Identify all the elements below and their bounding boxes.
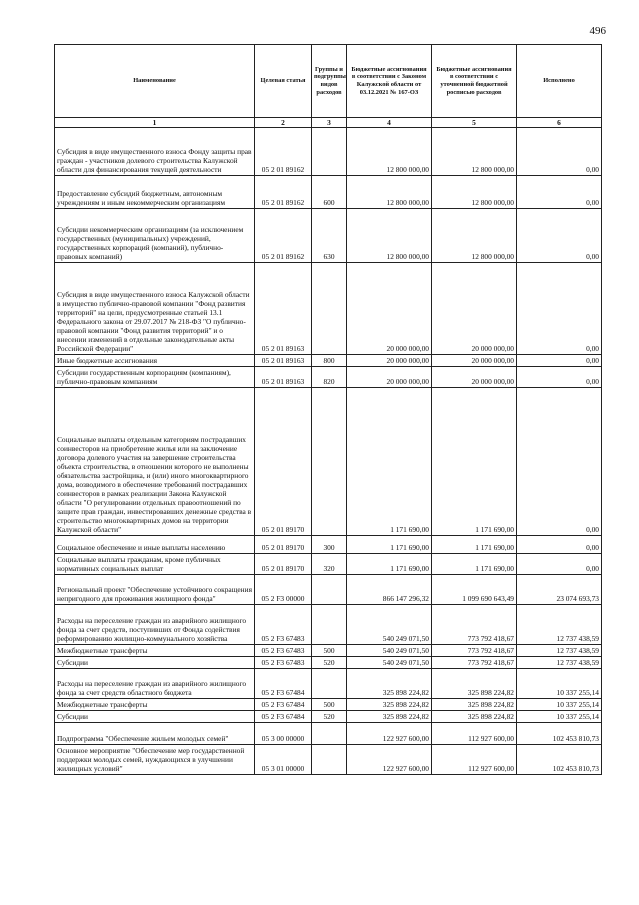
row-law-amount: 20 000 000,00	[347, 367, 432, 388]
table-row	[55, 745, 602, 775]
row-expense-group: 630	[312, 209, 347, 263]
row-name: Региональный проект "Обеспечение устойчивого сокращения непригодного для проживания жилищного фонда"	[55, 575, 255, 605]
row-law-amount: 20 000 000,00	[347, 355, 432, 367]
row-executed-amount: 102 453 810,73	[517, 723, 602, 745]
table-row	[55, 605, 602, 645]
row-law-amount: 866 147 296,32	[347, 575, 432, 605]
table-row	[55, 388, 602, 536]
row-executed-amount: 23 074 693,73	[517, 575, 602, 605]
row-law-amount: 122 927 600,00	[347, 745, 432, 775]
col-number: 5	[432, 118, 517, 128]
row-executed-amount: 12 737 438,59	[517, 645, 602, 657]
row-name: Субсидия в виде имущественного взноса Калужской области в имущество публично-правовой компании "Фонд развития территорий" на цели, предусмотренные статьей 13.1 Федерального закона от 29.07.2017 № 218-ФЗ "О публично-правовой компании "Фонд развития территорий" и о внесении изменений в отдельные законодательные акты Российской Федерации"	[55, 263, 255, 355]
table-row	[55, 536, 602, 554]
row-target-code: 05 3 00 00000	[255, 723, 312, 745]
row-target-code: 05 2 F3 00000	[255, 575, 312, 605]
table-row	[55, 128, 602, 176]
row-executed-amount: 12 737 438,59	[517, 605, 602, 645]
row-law-amount: 1 171 690,00	[347, 536, 432, 554]
row-name: Субсидии государственным корпорациям (компаниям), публично-правовым компаниям	[55, 367, 255, 388]
row-target-code: 05 2 F3 67483	[255, 657, 312, 669]
row-target-code: 05 2 01 89170	[255, 388, 312, 536]
row-executed-amount: 0,00	[517, 554, 602, 575]
row-target-code: 05 2 01 89170	[255, 554, 312, 575]
row-executed-amount: 10 337 255,14	[517, 669, 602, 699]
row-plan-amount: 20 000 000,00	[432, 367, 517, 388]
col-header-law-allocations: Бюджетные ассигнования в соответствии с Законом Калужской области от 03.12.2021 № 167-ОЗ	[347, 45, 432, 118]
row-target-code: 05 2 01 89162	[255, 128, 312, 176]
row-target-code: 05 2 01 89162	[255, 209, 312, 263]
table-row	[55, 209, 602, 263]
row-name: Основное мероприятие "Обеспечение мер государственной поддержки молодых семей, нуждающихся в улучшении жилищных условий"	[55, 745, 255, 775]
table-row	[55, 711, 602, 723]
row-executed-amount: 0,00	[517, 209, 602, 263]
row-expense-group: 300	[312, 536, 347, 554]
table-row	[55, 699, 602, 711]
column-number-row	[55, 118, 602, 128]
row-plan-amount: 112 927 600,00	[432, 745, 517, 775]
row-executed-amount: 0,00	[517, 176, 602, 209]
row-name: Иные бюджетные ассигнования	[55, 355, 255, 367]
table-row	[55, 355, 602, 367]
col-number: 3	[312, 118, 347, 128]
row-law-amount: 540 249 071,50	[347, 657, 432, 669]
col-header-revised-allocations: Бюджетные ассигнования в соответствии с уточненной бюджетной росписью расходов	[432, 45, 517, 118]
row-executed-amount: 0,00	[517, 367, 602, 388]
row-target-code: 05 2 F3 67483	[255, 645, 312, 657]
row-law-amount: 1 171 690,00	[347, 388, 432, 536]
table-row	[55, 263, 602, 355]
row-name: Предоставление субсидий бюджетным, автономным учреждениям и иным некоммерческим организациям	[55, 176, 255, 209]
row-plan-amount: 1 171 690,00	[432, 554, 517, 575]
row-executed-amount: 0,00	[517, 536, 602, 554]
col-header-expense-groups: Группы и подгруппы видов расходов	[312, 45, 347, 118]
row-expense-group: 320	[312, 554, 347, 575]
row-name: Социальные выплаты гражданам, кроме публичных нормативных социальных выплат	[55, 554, 255, 575]
row-expense-group: 600	[312, 176, 347, 209]
row-executed-amount: 12 737 438,59	[517, 657, 602, 669]
row-expense-group	[312, 723, 347, 745]
row-law-amount: 325 898 224,82	[347, 711, 432, 723]
row-law-amount: 540 249 071,50	[347, 645, 432, 657]
row-name: Межбюджетные трансферты	[55, 699, 255, 711]
row-name: Расходы на переселение граждан из аварийного жилищного фонда за счет средств областного бюджета	[55, 669, 255, 699]
row-name: Субсидии	[55, 711, 255, 723]
row-law-amount: 12 800 000,00	[347, 209, 432, 263]
row-executed-amount: 0,00	[517, 388, 602, 536]
row-plan-amount: 773 792 418,67	[432, 645, 517, 657]
row-law-amount: 12 800 000,00	[347, 176, 432, 209]
budget-execution-table	[54, 44, 602, 775]
row-plan-amount: 112 927 600,00	[432, 723, 517, 745]
col-header-executed: Исполнено	[517, 45, 602, 118]
row-law-amount: 325 898 224,82	[347, 669, 432, 699]
row-target-code: 05 2 F3 67484	[255, 669, 312, 699]
table-row	[55, 723, 602, 745]
table-row	[55, 575, 602, 605]
col-number: 6	[517, 118, 602, 128]
row-expense-group	[312, 669, 347, 699]
row-plan-amount: 12 800 000,00	[432, 176, 517, 209]
row-name: Субсидии	[55, 657, 255, 669]
row-plan-amount: 1 171 690,00	[432, 536, 517, 554]
row-expense-group	[312, 745, 347, 775]
col-number: 4	[347, 118, 432, 128]
row-executed-amount: 0,00	[517, 355, 602, 367]
row-plan-amount: 325 898 224,82	[432, 699, 517, 711]
row-target-code: 05 2 F3 67484	[255, 699, 312, 711]
row-name: Расходы на переселение граждан из аварийного жилищного фонда за счет средств, поступивших от Фонда содействия реформированию жилищно-коммунального хозяйства	[55, 605, 255, 645]
col-number: 1	[55, 118, 255, 128]
row-executed-amount: 10 337 255,14	[517, 699, 602, 711]
row-law-amount: 20 000 000,00	[347, 263, 432, 355]
row-expense-group: 520	[312, 711, 347, 723]
row-law-amount: 540 249 071,50	[347, 605, 432, 645]
row-plan-amount: 1 099 690 643,49	[432, 575, 517, 605]
row-law-amount: 325 898 224,82	[347, 699, 432, 711]
row-name: Субсидия в виде имущественного взноса Фонду защиты прав граждан - участников долевого строительства Калужской области для финансирования текущей деятельности	[55, 128, 255, 176]
row-target-code: 05 2 F3 67483	[255, 605, 312, 645]
row-expense-group	[312, 128, 347, 176]
row-expense-group	[312, 388, 347, 536]
row-executed-amount: 0,00	[517, 128, 602, 176]
row-executed-amount: 0,00	[517, 263, 602, 355]
row-name: Социальные выплаты отдельным категориям пострадавших соинвесторов на приобретение жилья или на заключение договора долевого участия на завершение строительства объекта строительства, в отношении которого не выполнены обязательства застройщика, и (или) иного многоквартирного дома, возводимого в обеспечение требований пострадавших соинвесторов в рамках реализации Закона Калужской области "О регулировании отдельных правоотношений по защите прав граждан, инвестировавших денежные средства в строительство многоквартирных домов на территории Калужской области"	[55, 388, 255, 536]
row-target-code: 05 2 01 89163	[255, 263, 312, 355]
header-row	[55, 45, 602, 118]
row-executed-amount: 10 337 255,14	[517, 711, 602, 723]
row-expense-group: 520	[312, 657, 347, 669]
row-name: Субсидии некоммерческим организациям (за исключением государственных (муниципальных) учреждений, государственных корпораций (компаний), публично-правовых компаний)	[55, 209, 255, 263]
row-plan-amount: 20 000 000,00	[432, 263, 517, 355]
row-plan-amount: 773 792 418,67	[432, 605, 517, 645]
row-name: Межбюджетные трансферты	[55, 645, 255, 657]
col-header-name: Наименование	[55, 45, 255, 118]
row-expense-group	[312, 263, 347, 355]
row-plan-amount: 325 898 224,82	[432, 669, 517, 699]
table-row	[55, 554, 602, 575]
row-target-code: 05 2 F3 67484	[255, 711, 312, 723]
row-plan-amount: 1 171 690,00	[432, 388, 517, 536]
row-target-code: 05 2 01 89163	[255, 355, 312, 367]
row-expense-group	[312, 605, 347, 645]
row-target-code: 05 3 01 00000	[255, 745, 312, 775]
page-number: 496	[589, 25, 606, 37]
row-target-code: 05 2 01 89162	[255, 176, 312, 209]
row-law-amount: 1 171 690,00	[347, 554, 432, 575]
table-row	[55, 669, 602, 699]
row-name: Социальное обеспечение и иные выплаты населению	[55, 536, 255, 554]
col-number: 2	[255, 118, 312, 128]
row-law-amount: 122 927 600,00	[347, 723, 432, 745]
table-row	[55, 657, 602, 669]
row-plan-amount: 773 792 418,67	[432, 657, 517, 669]
row-expense-group: 500	[312, 645, 347, 657]
table-row	[55, 176, 602, 209]
row-target-code: 05 2 01 89170	[255, 536, 312, 554]
row-expense-group: 500	[312, 699, 347, 711]
table-row	[55, 367, 602, 388]
col-header-target-article: Целевая статья	[255, 45, 312, 118]
row-law-amount: 12 800 000,00	[347, 128, 432, 176]
row-expense-group: 820	[312, 367, 347, 388]
row-target-code: 05 2 01 89163	[255, 367, 312, 388]
row-plan-amount: 12 800 000,00	[432, 209, 517, 263]
row-plan-amount: 20 000 000,00	[432, 355, 517, 367]
row-plan-amount: 325 898 224,82	[432, 711, 517, 723]
row-name: Подпрограмма "Обеспечение жильем молодых семей"	[55, 723, 255, 745]
table-row	[55, 645, 602, 657]
row-executed-amount: 102 453 810,73	[517, 745, 602, 775]
row-expense-group	[312, 575, 347, 605]
row-expense-group: 800	[312, 355, 347, 367]
row-plan-amount: 12 800 000,00	[432, 128, 517, 176]
